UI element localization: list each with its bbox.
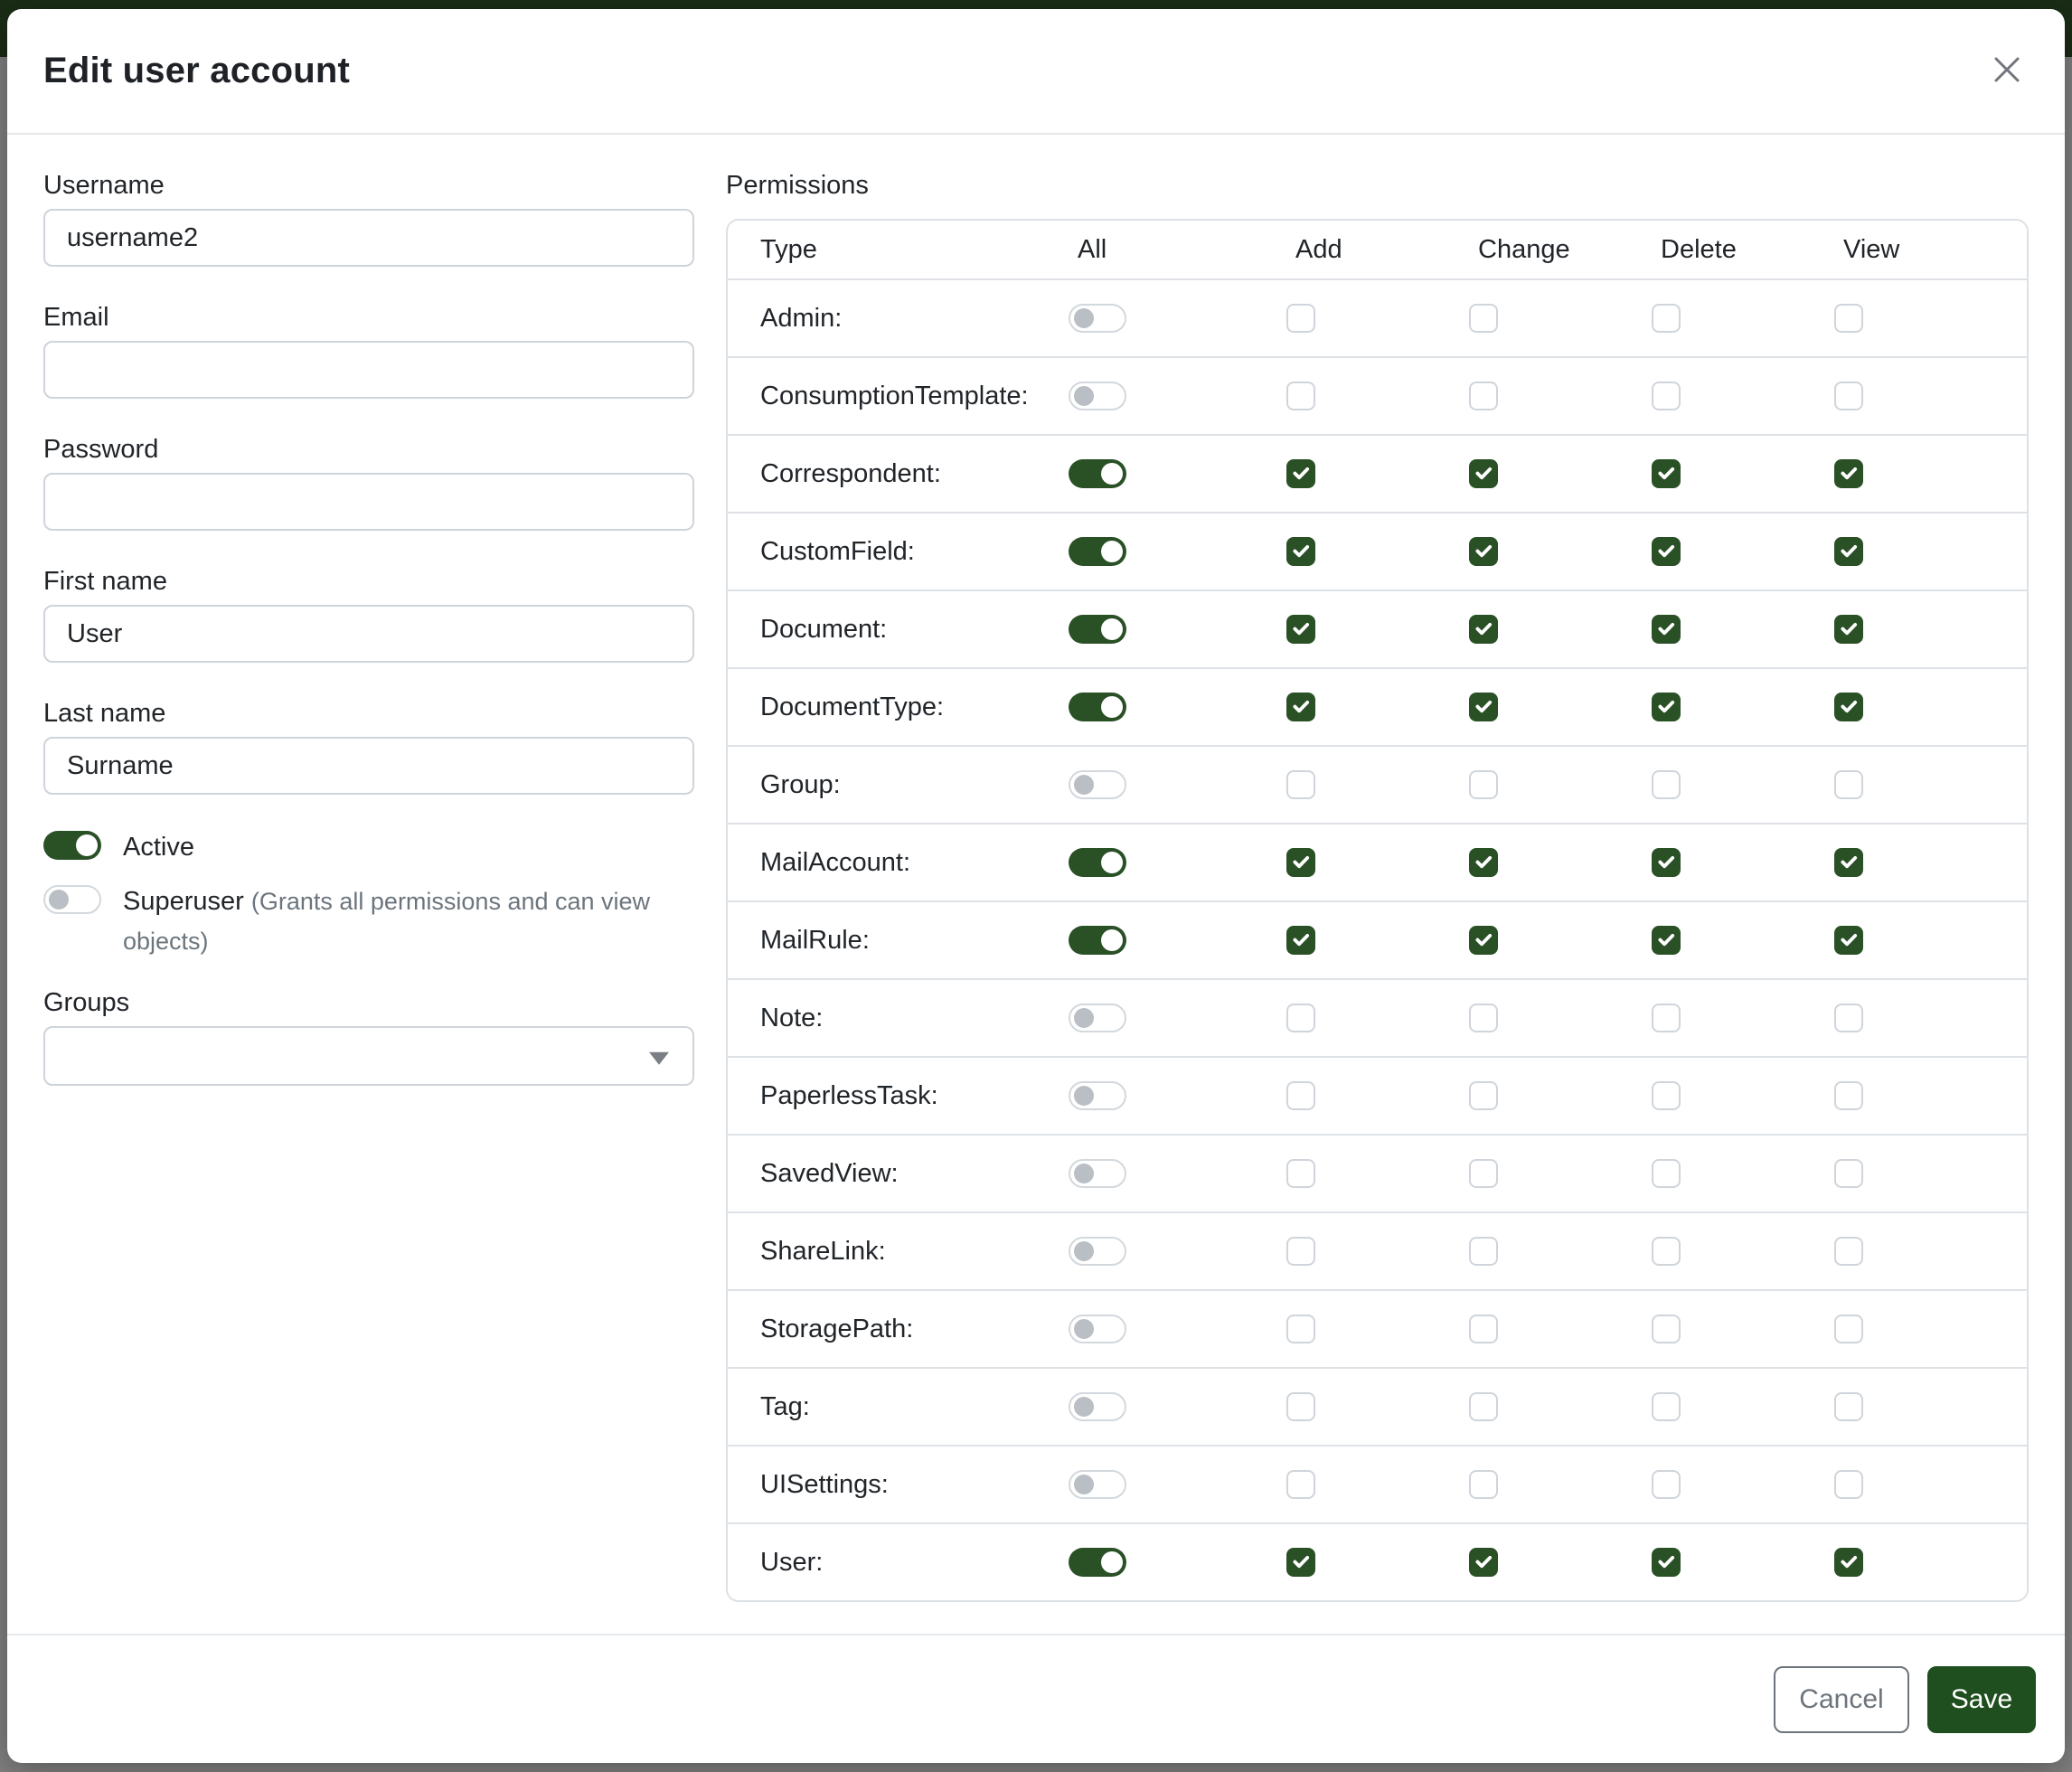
permission-type-label: ShareLink: [760, 1236, 886, 1266]
toggle-knob [1101, 1551, 1123, 1573]
permission-row [728, 278, 2027, 356]
permission-view-checkbox[interactable] [1834, 1237, 1863, 1266]
modal-title: Edit user account [43, 51, 351, 90]
permission-row [728, 589, 2027, 667]
permission-row [728, 1211, 2027, 1289]
permission-type-label: Note: [760, 1003, 824, 1032]
permission-row [728, 667, 2027, 745]
check-icon [1839, 1552, 1859, 1572]
permission-row [728, 1445, 2027, 1522]
permission-view-checkbox[interactable] [1834, 304, 1863, 333]
permission-all-toggle[interactable] [1069, 459, 1126, 488]
user-form-column [43, 167, 694, 1086]
form-field-group [43, 299, 694, 399]
permission-delete-checkbox[interactable] [1652, 1004, 1681, 1032]
permission-delete-checkbox[interactable] [1652, 1548, 1681, 1577]
permission-change-checkbox[interactable] [1469, 926, 1498, 955]
field-label: Username [43, 171, 165, 200]
check-icon [1656, 697, 1676, 717]
check-icon [1474, 853, 1493, 872]
column-header-type: Type [760, 234, 817, 264]
form-field-group [43, 167, 694, 267]
toggle-knob [1074, 1164, 1094, 1183]
permission-delete-checkbox[interactable] [1652, 1392, 1681, 1421]
permission-add-checkbox[interactable] [1286, 926, 1315, 955]
permission-view-checkbox[interactable] [1834, 848, 1863, 877]
groups-group [43, 985, 694, 1086]
permission-row [728, 356, 2027, 434]
check-icon [1474, 930, 1493, 950]
permissions-label: Permissions [726, 171, 869, 200]
permission-add-checkbox[interactable] [1286, 1081, 1315, 1110]
permission-delete-checkbox[interactable] [1652, 926, 1681, 955]
permission-all-toggle[interactable] [1069, 1470, 1126, 1499]
check-icon [1474, 1552, 1493, 1572]
permission-all-toggle[interactable] [1069, 1004, 1126, 1032]
permission-delete-checkbox[interactable] [1652, 615, 1681, 644]
check-icon [1474, 697, 1493, 717]
permission-add-checkbox[interactable] [1286, 382, 1315, 410]
permission-all-toggle[interactable] [1069, 693, 1126, 721]
permission-change-checkbox[interactable] [1469, 1392, 1498, 1421]
permission-type-label: User: [760, 1547, 824, 1577]
permission-add-checkbox[interactable] [1286, 1004, 1315, 1032]
toggle-knob [49, 890, 69, 910]
permission-change-checkbox[interactable] [1469, 1081, 1498, 1110]
permission-add-checkbox[interactable] [1286, 693, 1315, 721]
toggle-knob [1074, 1397, 1094, 1417]
permission-change-checkbox[interactable] [1469, 1315, 1498, 1343]
cancel-button[interactable]: Cancel [1774, 1666, 1909, 1733]
permission-type-label: CustomField: [760, 536, 915, 566]
permission-all-toggle[interactable] [1069, 1081, 1126, 1110]
username-input[interactable] [43, 209, 694, 267]
permission-change-checkbox[interactable] [1469, 1548, 1498, 1577]
check-icon [1839, 464, 1859, 484]
check-icon [1656, 464, 1676, 484]
permission-row [728, 745, 2027, 823]
permission-change-checkbox[interactable] [1469, 1237, 1498, 1266]
permissions-rows [728, 278, 2027, 1600]
permission-view-checkbox[interactable] [1834, 382, 1863, 410]
permission-all-toggle[interactable] [1069, 1237, 1126, 1266]
permission-view-checkbox[interactable] [1834, 926, 1863, 955]
permission-all-toggle[interactable] [1069, 926, 1126, 955]
check-icon [1656, 542, 1676, 561]
superuser-label-wrap [123, 881, 692, 961]
permission-delete-checkbox[interactable] [1652, 382, 1681, 410]
permission-all-toggle[interactable] [1069, 382, 1126, 410]
check-icon [1839, 619, 1859, 639]
permission-view-checkbox[interactable] [1834, 537, 1863, 566]
permission-row [728, 1289, 2027, 1367]
check-icon [1839, 930, 1859, 950]
permission-delete-checkbox[interactable] [1652, 1081, 1681, 1110]
permissions-column [726, 167, 2029, 1602]
check-icon [1839, 697, 1859, 717]
permission-type-label: StoragePath: [760, 1314, 914, 1343]
check-icon [1656, 853, 1676, 872]
save-button[interactable]: Save [1927, 1666, 2036, 1733]
permission-view-checkbox[interactable] [1834, 615, 1863, 644]
permission-delete-checkbox[interactable] [1652, 770, 1681, 799]
permission-delete-checkbox[interactable] [1652, 693, 1681, 721]
permission-change-checkbox[interactable] [1469, 1470, 1498, 1499]
permission-change-checkbox[interactable] [1469, 615, 1498, 644]
permission-row [728, 978, 2027, 1056]
permission-delete-checkbox[interactable] [1652, 304, 1681, 333]
permission-all-toggle[interactable] [1069, 1392, 1126, 1421]
permission-add-checkbox[interactable] [1286, 459, 1315, 488]
permission-add-checkbox[interactable] [1286, 615, 1315, 644]
permission-type-label: UISettings: [760, 1469, 889, 1499]
check-icon [1291, 542, 1311, 561]
permission-type-label: MailRule: [760, 925, 870, 955]
superuser-toggle-row [43, 881, 694, 961]
permission-delete-checkbox[interactable] [1652, 1159, 1681, 1188]
permission-view-checkbox[interactable] [1834, 1470, 1863, 1499]
check-icon [1291, 619, 1311, 639]
permission-all-toggle[interactable] [1069, 615, 1126, 644]
permission-row [728, 512, 2027, 589]
toggle-knob [1074, 308, 1094, 328]
field-label: First name [43, 567, 167, 596]
check-icon [1291, 853, 1311, 872]
check-icon [1656, 1552, 1676, 1572]
permission-add-checkbox[interactable] [1286, 1548, 1315, 1577]
permission-add-checkbox[interactable] [1286, 537, 1315, 566]
permission-row [728, 823, 2027, 900]
edit-user-modal [7, 9, 2065, 1763]
permission-add-checkbox[interactable] [1286, 1315, 1315, 1343]
toggle-knob [1101, 852, 1123, 873]
check-icon [1656, 619, 1676, 639]
permission-change-checkbox[interactable] [1469, 848, 1498, 877]
permission-delete-checkbox[interactable] [1652, 848, 1681, 877]
check-icon [1291, 697, 1311, 717]
permission-all-toggle[interactable] [1069, 537, 1126, 566]
check-icon [1656, 930, 1676, 950]
permission-all-toggle[interactable] [1069, 770, 1126, 799]
toggle-knob [1074, 1319, 1094, 1339]
check-icon [1291, 464, 1311, 484]
permission-delete-checkbox[interactable] [1652, 1237, 1681, 1266]
toggle-knob [1074, 1475, 1094, 1494]
form-field-group [43, 431, 694, 531]
field-label: Email [43, 303, 109, 332]
permission-type-label: Group: [760, 769, 841, 799]
chevron-down-icon [649, 1052, 669, 1065]
permission-view-checkbox[interactable] [1834, 693, 1863, 721]
permission-view-checkbox[interactable] [1834, 1159, 1863, 1188]
permission-row [728, 1134, 2027, 1211]
toggle-knob [1101, 929, 1123, 951]
permission-change-checkbox[interactable] [1469, 459, 1498, 488]
permission-add-checkbox[interactable] [1286, 304, 1315, 333]
superuser-hint: (Grants all permissions and can view objects) [123, 888, 651, 955]
modal-footer [7, 1634, 2065, 1763]
check-icon [1291, 1552, 1311, 1572]
permission-delete-checkbox[interactable] [1652, 537, 1681, 566]
permission-view-checkbox[interactable] [1834, 1004, 1863, 1032]
permission-add-checkbox[interactable] [1286, 770, 1315, 799]
permission-type-label: DocumentType: [760, 692, 945, 721]
column-header-delete: Delete [1661, 234, 1737, 264]
permission-type-label: Admin: [760, 303, 843, 333]
permission-delete-checkbox[interactable] [1652, 1315, 1681, 1343]
permission-row [728, 1056, 2027, 1134]
check-icon [1474, 619, 1493, 639]
permission-add-checkbox[interactable] [1286, 1237, 1315, 1266]
field-label: Last name [43, 699, 166, 728]
form-field-group [43, 695, 694, 795]
permission-add-checkbox[interactable] [1286, 848, 1315, 877]
permission-change-checkbox[interactable] [1469, 382, 1498, 410]
active-label: Active [123, 833, 194, 862]
check-icon [1474, 542, 1493, 561]
column-header-add: Add [1295, 234, 1342, 264]
permission-view-checkbox[interactable] [1834, 459, 1863, 488]
toggle-knob [1101, 463, 1123, 485]
permission-row [728, 1367, 2027, 1445]
permission-type-label: Tag: [760, 1391, 810, 1421]
toggle-knob [76, 834, 98, 856]
toggle-knob [1101, 618, 1123, 640]
groups-select[interactable] [43, 1026, 694, 1086]
permission-delete-checkbox[interactable] [1652, 1470, 1681, 1499]
permission-view-checkbox[interactable] [1834, 770, 1863, 799]
superuser-label: Superuser [123, 887, 244, 916]
toggle-knob [1074, 1008, 1094, 1028]
permission-change-checkbox[interactable] [1469, 770, 1498, 799]
permission-delete-checkbox[interactable] [1652, 459, 1681, 488]
last-name-input[interactable] [43, 737, 694, 795]
toggle-knob [1074, 1086, 1094, 1106]
check-icon [1839, 542, 1859, 561]
permission-add-checkbox[interactable] [1286, 1159, 1315, 1188]
field-label: Password [43, 435, 159, 464]
check-icon [1474, 464, 1493, 484]
close-button[interactable] [1982, 46, 2032, 97]
permission-type-label: PaperlessTask: [760, 1080, 938, 1110]
permission-add-checkbox[interactable] [1286, 1470, 1315, 1499]
toggle-knob [1101, 696, 1123, 718]
close-icon [1990, 52, 2024, 90]
permission-type-label: Document: [760, 614, 888, 644]
form-fields [43, 167, 694, 795]
permissions-header-row [728, 221, 2027, 278]
active-toggle-row [43, 827, 694, 867]
toggle-knob [1074, 1241, 1094, 1261]
permission-type-label: MailAccount: [760, 847, 911, 877]
permission-change-checkbox[interactable] [1469, 1004, 1498, 1032]
column-header-view: View [1843, 234, 1900, 264]
permission-row [728, 900, 2027, 978]
first-name-input[interactable] [43, 605, 694, 663]
permission-change-checkbox[interactable] [1469, 304, 1498, 333]
groups-label: Groups [43, 988, 130, 1017]
superuser-toggle[interactable] [43, 885, 101, 914]
password-input[interactable] [43, 473, 694, 531]
form-field-group [43, 563, 694, 663]
toggle-knob [1074, 386, 1094, 406]
permission-change-checkbox[interactable] [1469, 693, 1498, 721]
active-label-wrap [123, 827, 194, 867]
email-input[interactable] [43, 341, 694, 399]
permission-all-toggle[interactable] [1069, 304, 1126, 333]
permission-change-checkbox[interactable] [1469, 537, 1498, 566]
permission-type-label: ConsumptionTemplate: [760, 381, 1029, 410]
permissions-table [726, 219, 2029, 1602]
active-toggle[interactable] [43, 831, 101, 860]
permission-add-checkbox[interactable] [1286, 1392, 1315, 1421]
permission-change-checkbox[interactable] [1469, 1159, 1498, 1188]
permission-all-toggle[interactable] [1069, 1159, 1126, 1188]
permission-row [728, 434, 2027, 512]
permission-all-toggle[interactable] [1069, 848, 1126, 877]
permission-all-toggle[interactable] [1069, 1315, 1126, 1343]
toggle-knob [1074, 775, 1094, 795]
permission-view-checkbox[interactable] [1834, 1315, 1863, 1343]
permission-view-checkbox[interactable] [1834, 1081, 1863, 1110]
modal-body [7, 137, 2065, 1634]
check-icon [1839, 853, 1859, 872]
toggle-knob [1101, 541, 1123, 562]
permission-all-toggle[interactable] [1069, 1548, 1126, 1577]
column-header-all: All [1078, 234, 1107, 264]
permission-view-checkbox[interactable] [1834, 1392, 1863, 1421]
permission-row [728, 1522, 2027, 1600]
permission-type-label: SavedView: [760, 1158, 899, 1188]
check-icon [1291, 930, 1311, 950]
modal-header [7, 9, 2065, 135]
column-header-change: Change [1478, 234, 1570, 264]
permission-view-checkbox[interactable] [1834, 1548, 1863, 1577]
permission-type-label: Correspondent: [760, 458, 941, 488]
